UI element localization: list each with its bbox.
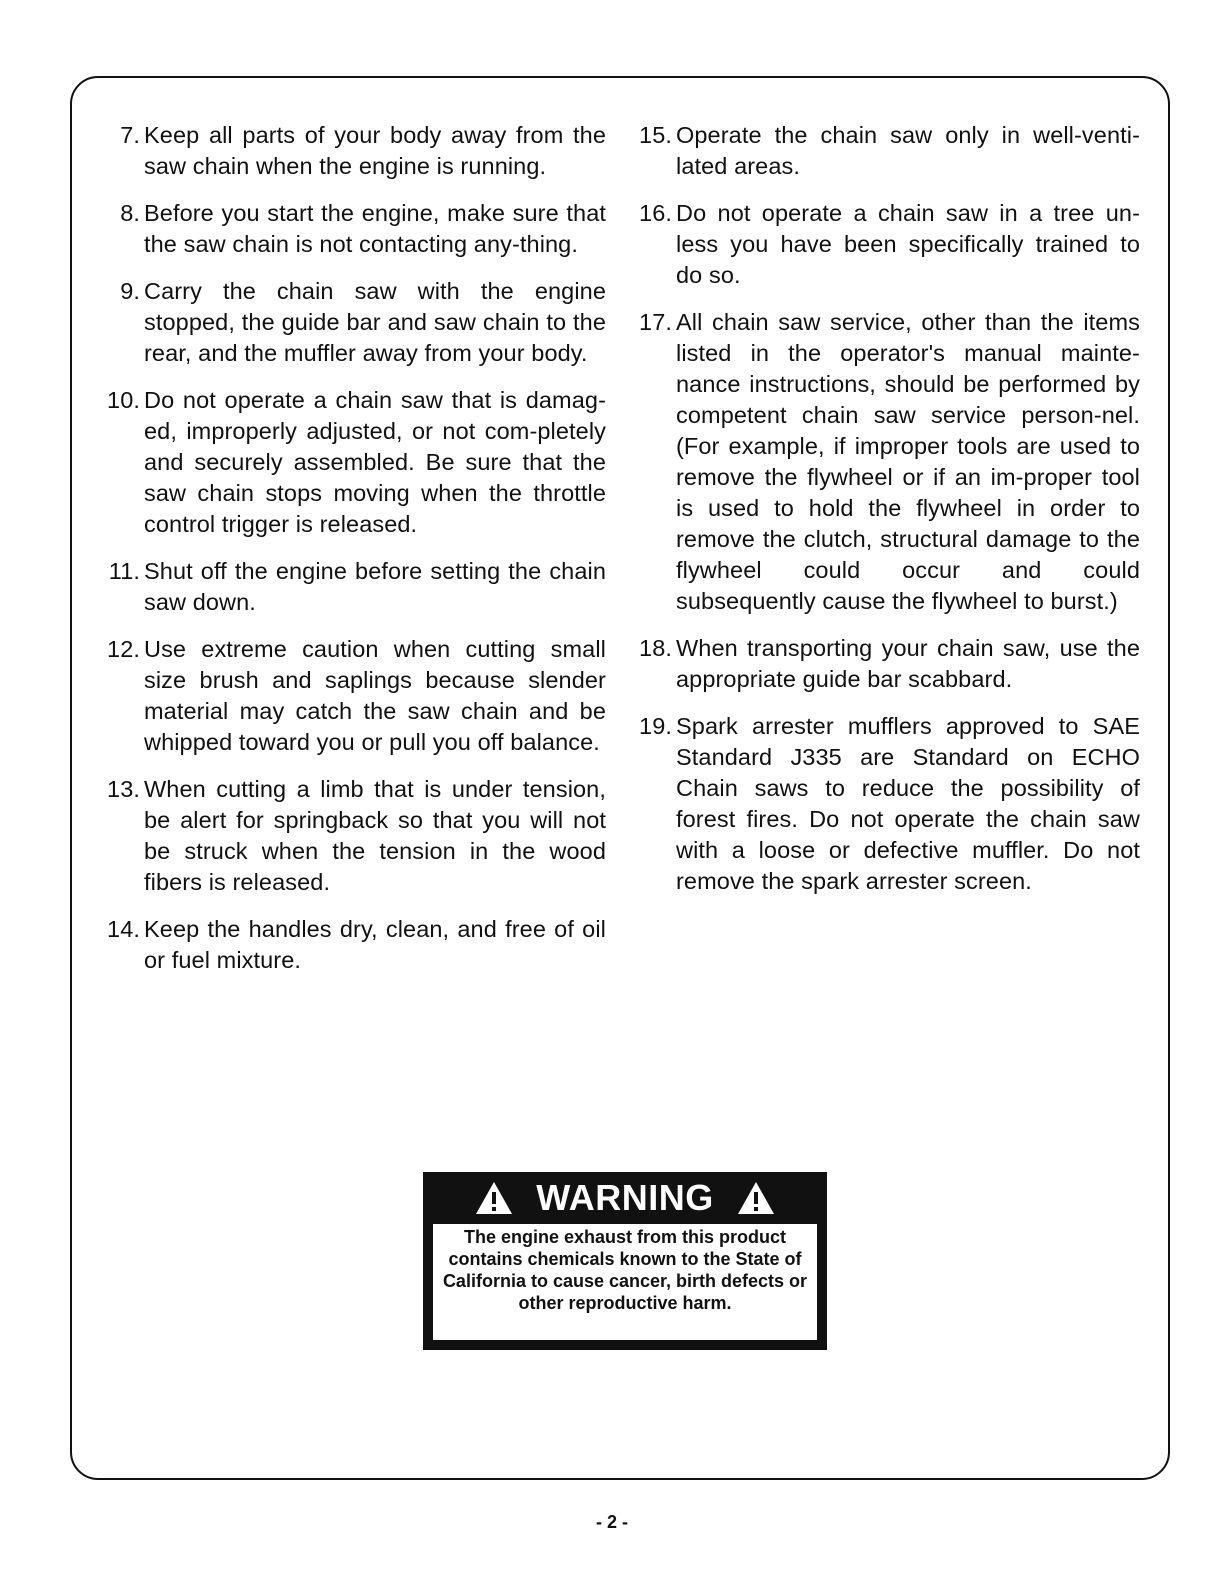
item-text: All chain saw service, other than the items listed in the operator's manual mainte-nance instructions, should be performed by competent chain saw service person-nel. (For example, if improper tools are used to remove the flywheel or if an im-proper tool is used to hold the flywheel in order to remove the clutch, structural damage to the flywheel could occur and could subsequently cause the flywheel to burst.)	[676, 309, 1140, 614]
list-item	[96, 385, 606, 540]
list-item	[628, 120, 1140, 182]
item-text: Before you start the engine, make sure that the saw chain is not contacting any-thing.	[144, 200, 606, 257]
warning-box	[423, 1172, 827, 1350]
item-text: Keep all parts of your body away from the saw chain when the engine is running.	[144, 122, 606, 179]
list-item	[628, 633, 1140, 695]
warning-header	[433, 1172, 817, 1224]
item-text: Keep the handles dry, clean, and free of oil or fuel mixture.	[144, 916, 606, 973]
right-column	[628, 120, 1140, 913]
item-number: 14.	[107, 916, 140, 942]
item-number: 18.	[639, 635, 672, 661]
list-item	[96, 198, 606, 260]
item-number: 12.	[107, 636, 140, 662]
warning-title: WARNING	[536, 1177, 714, 1218]
item-number: 10.	[107, 387, 140, 413]
item-number: 13.	[107, 776, 140, 802]
item-number: 11.	[108, 558, 140, 584]
item-text: When cutting a limb that is under tension, be alert for springback so that you will not be struck when the tension in the wood fibers is released.	[144, 776, 606, 895]
warning-text: The engine exhaust from this product contains chemicals known to the State of California to cause cancer, birth defects or other reproductive harm.	[433, 1224, 817, 1340]
list-item	[96, 276, 606, 369]
warning-triangle-icon	[474, 1180, 514, 1216]
warning-triangle-icon	[736, 1180, 776, 1216]
item-text: Shut off the engine before setting the chain saw down.	[144, 558, 606, 615]
list-item	[96, 120, 606, 182]
item-text: Spark arrester mufflers approved to SAE Standard J335 are Standard on ECHO Chain saws to reduce the possibility of forest fires. Do not operate the chain saw with a loose or defective muffler. Do not remove the spark arrester screen.	[676, 713, 1140, 894]
list-item	[628, 711, 1140, 897]
item-number: 15.	[639, 122, 672, 148]
list-item	[96, 556, 606, 618]
item-number: 16.	[639, 200, 672, 226]
page-number: - 2 -	[595, 1512, 628, 1532]
list-item	[96, 914, 606, 976]
item-number: 9.	[120, 278, 140, 304]
item-text: Use extreme caution when cutting small size brush and saplings because slender material may catch the saw chain and be whipped toward you or pull you off balance.	[144, 636, 606, 755]
left-column	[96, 120, 606, 992]
item-text: Do not operate a chain saw that is damag-ed, improperly adjusted, or not com-pletely and securely assembled. Be sure that the saw chain stops moving when the throttle control trigger is released.	[144, 387, 606, 537]
list-item	[628, 307, 1140, 617]
item-number: 17.	[639, 309, 672, 335]
item-text: Operate the chain saw only in well-venti-lated areas.	[676, 122, 1140, 179]
item-number: 19.	[639, 713, 672, 739]
item-number: 8.	[120, 200, 140, 226]
item-text: Do not operate a chain saw in a tree un-less you have been specifically trained to do so.	[676, 200, 1140, 288]
list-item	[96, 634, 606, 758]
item-text: When transporting your chain saw, use the appropriate guide bar scabbard.	[676, 635, 1140, 692]
list-item	[96, 774, 606, 898]
item-text: Carry the chain saw with the engine stopped, the guide bar and saw chain to the rear, and the muffler away from your body.	[144, 278, 606, 366]
list-item	[628, 198, 1140, 291]
item-number: 7.	[120, 122, 140, 148]
